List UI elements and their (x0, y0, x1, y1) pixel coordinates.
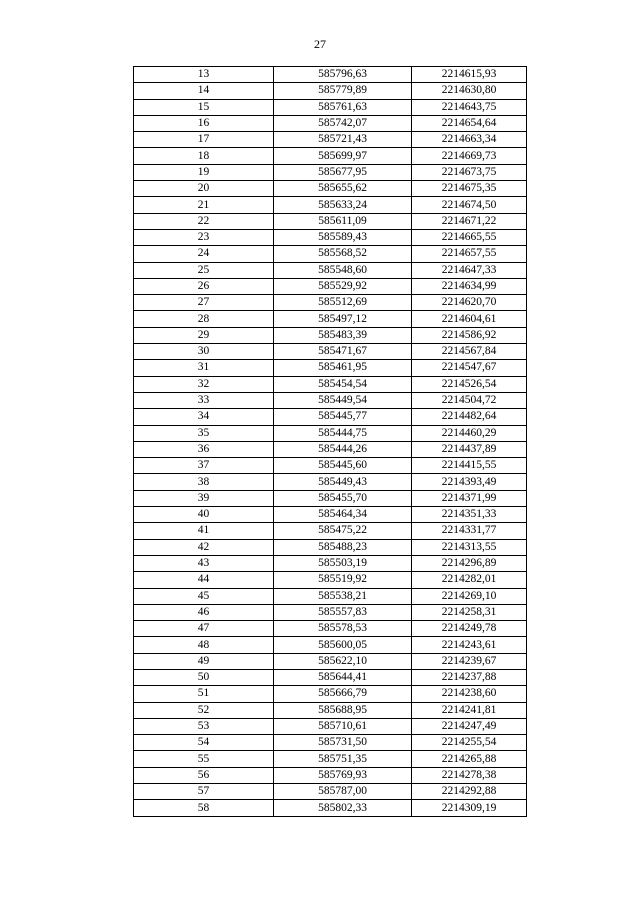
point-number-cell: 48 (134, 637, 274, 653)
x-coordinate-cell: 585721,43 (274, 132, 412, 148)
table-row (134, 197, 527, 213)
y-coordinate-cell: 2214547,67 (412, 360, 527, 376)
x-coordinate-cell: 585454,54 (274, 376, 412, 392)
y-coordinate-cell: 2214604,61 (412, 311, 527, 327)
table-row (134, 751, 527, 767)
table-row (134, 164, 527, 180)
x-coordinate-cell: 585769,93 (274, 767, 412, 783)
table-row (134, 132, 527, 148)
x-coordinate-cell: 585483,39 (274, 327, 412, 343)
table-row (134, 99, 527, 115)
point-number-cell: 26 (134, 278, 274, 294)
x-coordinate-cell: 585796,63 (274, 67, 412, 83)
y-coordinate-cell: 2214615,93 (412, 67, 527, 83)
y-coordinate-cell: 2214663,34 (412, 132, 527, 148)
point-number-cell: 18 (134, 148, 274, 164)
x-coordinate-cell: 585557,83 (274, 604, 412, 620)
point-number-cell: 24 (134, 246, 274, 262)
table-row (134, 539, 527, 555)
point-number-cell: 46 (134, 604, 274, 620)
table-row (134, 295, 527, 311)
point-number-cell: 56 (134, 767, 274, 783)
table-row (134, 278, 527, 294)
table-row (134, 507, 527, 523)
x-coordinate-cell: 585475,22 (274, 523, 412, 539)
coordinates-table (133, 66, 527, 817)
y-coordinate-cell: 2214249,78 (412, 621, 527, 637)
x-coordinate-cell: 585461,95 (274, 360, 412, 376)
table-row (134, 621, 527, 637)
y-coordinate-cell: 2214675,35 (412, 181, 527, 197)
x-coordinate-cell: 585568,52 (274, 246, 412, 262)
table-row (134, 490, 527, 506)
table-row (134, 604, 527, 620)
table-row (134, 327, 527, 343)
table-row (134, 800, 527, 816)
point-number-cell: 15 (134, 99, 274, 115)
table-row (134, 555, 527, 571)
coordinates-table-body (134, 67, 527, 817)
y-coordinate-cell: 2214586,92 (412, 327, 527, 343)
table-row (134, 441, 527, 457)
table-row (134, 572, 527, 588)
point-number-cell: 42 (134, 539, 274, 555)
x-coordinate-cell: 585497,12 (274, 311, 412, 327)
point-number-cell: 23 (134, 229, 274, 245)
x-coordinate-cell: 585666,79 (274, 686, 412, 702)
y-coordinate-cell: 2214504,72 (412, 392, 527, 408)
page-number: 27 (314, 37, 326, 51)
table-row (134, 588, 527, 604)
table-row (134, 344, 527, 360)
x-coordinate-cell: 585751,35 (274, 751, 412, 767)
table-row (134, 213, 527, 229)
x-coordinate-cell: 585677,95 (274, 164, 412, 180)
point-number-cell: 27 (134, 295, 274, 311)
x-coordinate-cell: 585444,26 (274, 441, 412, 457)
point-number-cell: 33 (134, 392, 274, 408)
y-coordinate-cell: 2214482,64 (412, 409, 527, 425)
x-coordinate-cell: 585449,54 (274, 392, 412, 408)
x-coordinate-cell: 585464,34 (274, 507, 412, 523)
point-number-cell: 54 (134, 735, 274, 751)
y-coordinate-cell: 2214331,77 (412, 523, 527, 539)
y-coordinate-cell: 2214657,55 (412, 246, 527, 262)
point-number-cell: 35 (134, 425, 274, 441)
table-row (134, 392, 527, 408)
x-coordinate-cell: 585644,41 (274, 669, 412, 685)
y-coordinate-cell: 2214313,55 (412, 539, 527, 555)
point-number-cell: 55 (134, 751, 274, 767)
table-row (134, 246, 527, 262)
table-row (134, 409, 527, 425)
point-number-cell: 29 (134, 327, 274, 343)
table-row (134, 376, 527, 392)
point-number-cell: 57 (134, 784, 274, 800)
table-row (134, 229, 527, 245)
point-number-cell: 30 (134, 344, 274, 360)
table-row (134, 425, 527, 441)
y-coordinate-cell: 2214460,29 (412, 425, 527, 441)
table-row (134, 767, 527, 783)
y-coordinate-cell: 2214296,89 (412, 555, 527, 571)
y-coordinate-cell: 2214643,75 (412, 99, 527, 115)
point-number-cell: 50 (134, 669, 274, 685)
x-coordinate-cell: 585445,60 (274, 458, 412, 474)
table-row (134, 735, 527, 751)
y-coordinate-cell: 2214237,88 (412, 669, 527, 685)
y-coordinate-cell: 2214278,38 (412, 767, 527, 783)
x-coordinate-cell: 585633,24 (274, 197, 412, 213)
point-number-cell: 20 (134, 181, 274, 197)
y-coordinate-cell: 2214567,84 (412, 344, 527, 360)
x-coordinate-cell: 585802,33 (274, 800, 412, 816)
table-row (134, 458, 527, 474)
y-coordinate-cell: 2214241,81 (412, 702, 527, 718)
point-number-cell: 36 (134, 441, 274, 457)
x-coordinate-cell: 585548,60 (274, 262, 412, 278)
y-coordinate-cell: 2214393,49 (412, 474, 527, 490)
table-row (134, 686, 527, 702)
table-row (134, 523, 527, 539)
point-number-cell: 41 (134, 523, 274, 539)
point-number-cell: 25 (134, 262, 274, 278)
table-row (134, 784, 527, 800)
y-coordinate-cell: 2214247,49 (412, 718, 527, 734)
x-coordinate-cell: 585449,43 (274, 474, 412, 490)
point-number-cell: 32 (134, 376, 274, 392)
y-coordinate-cell: 2214654,64 (412, 115, 527, 131)
point-number-cell: 53 (134, 718, 274, 734)
y-coordinate-cell: 2214671,22 (412, 213, 527, 229)
table-row (134, 67, 527, 83)
x-coordinate-cell: 585710,61 (274, 718, 412, 734)
point-number-cell: 38 (134, 474, 274, 490)
y-coordinate-cell: 2214634,99 (412, 278, 527, 294)
y-coordinate-cell: 2214255,54 (412, 735, 527, 751)
y-coordinate-cell: 2214258,31 (412, 604, 527, 620)
point-number-cell: 37 (134, 458, 274, 474)
point-number-cell: 45 (134, 588, 274, 604)
y-coordinate-cell: 2214309,19 (412, 800, 527, 816)
point-number-cell: 58 (134, 800, 274, 816)
table-row (134, 115, 527, 131)
x-coordinate-cell: 585589,43 (274, 229, 412, 245)
point-number-cell: 44 (134, 572, 274, 588)
y-coordinate-cell: 2214415,55 (412, 458, 527, 474)
table-row (134, 181, 527, 197)
y-coordinate-cell: 2214292,88 (412, 784, 527, 800)
table-row (134, 653, 527, 669)
x-coordinate-cell: 585538,21 (274, 588, 412, 604)
x-coordinate-cell: 585699,97 (274, 148, 412, 164)
y-coordinate-cell: 2214674,50 (412, 197, 527, 213)
x-coordinate-cell: 585529,92 (274, 278, 412, 294)
y-coordinate-cell: 2214243,61 (412, 637, 527, 653)
y-coordinate-cell: 2214371,99 (412, 490, 527, 506)
y-coordinate-cell: 2214665,55 (412, 229, 527, 245)
x-coordinate-cell: 585655,62 (274, 181, 412, 197)
x-coordinate-cell: 585503,19 (274, 555, 412, 571)
y-coordinate-cell: 2214265,88 (412, 751, 527, 767)
point-number-cell: 19 (134, 164, 274, 180)
table-row (134, 637, 527, 653)
x-coordinate-cell: 585578,53 (274, 621, 412, 637)
x-coordinate-cell: 585731,50 (274, 735, 412, 751)
point-number-cell: 39 (134, 490, 274, 506)
table-row (134, 262, 527, 278)
x-coordinate-cell: 585512,69 (274, 295, 412, 311)
x-coordinate-cell: 585742,07 (274, 115, 412, 131)
x-coordinate-cell: 585471,67 (274, 344, 412, 360)
point-number-cell: 47 (134, 621, 274, 637)
point-number-cell: 13 (134, 67, 274, 83)
point-number-cell: 51 (134, 686, 274, 702)
x-coordinate-cell: 585622,10 (274, 653, 412, 669)
point-number-cell: 28 (134, 311, 274, 327)
x-coordinate-cell: 585455,70 (274, 490, 412, 506)
x-coordinate-cell: 585688,95 (274, 702, 412, 718)
point-number-cell: 21 (134, 197, 274, 213)
point-number-cell: 22 (134, 213, 274, 229)
y-coordinate-cell: 2214647,33 (412, 262, 527, 278)
point-number-cell: 14 (134, 83, 274, 99)
point-number-cell: 52 (134, 702, 274, 718)
point-number-cell: 34 (134, 409, 274, 425)
y-coordinate-cell: 2214630,80 (412, 83, 527, 99)
x-coordinate-cell: 585600,05 (274, 637, 412, 653)
y-coordinate-cell: 2214282,01 (412, 572, 527, 588)
y-coordinate-cell: 2214238,60 (412, 686, 527, 702)
point-number-cell: 49 (134, 653, 274, 669)
x-coordinate-cell: 585761,63 (274, 99, 412, 115)
point-number-cell: 16 (134, 115, 274, 131)
table-row (134, 718, 527, 734)
y-coordinate-cell: 2214239,67 (412, 653, 527, 669)
point-number-cell: 17 (134, 132, 274, 148)
table-row (134, 311, 527, 327)
y-coordinate-cell: 2214351,33 (412, 507, 527, 523)
x-coordinate-cell: 585611,09 (274, 213, 412, 229)
y-coordinate-cell: 2214269,10 (412, 588, 527, 604)
point-number-cell: 40 (134, 507, 274, 523)
table-row (134, 702, 527, 718)
x-coordinate-cell: 585488,23 (274, 539, 412, 555)
table-row (134, 669, 527, 685)
x-coordinate-cell: 585444,75 (274, 425, 412, 441)
x-coordinate-cell: 585787,00 (274, 784, 412, 800)
table-row (134, 474, 527, 490)
y-coordinate-cell: 2214526,54 (412, 376, 527, 392)
table-row (134, 148, 527, 164)
y-coordinate-cell: 2214620,70 (412, 295, 527, 311)
table-row (134, 83, 527, 99)
y-coordinate-cell: 2214437,89 (412, 441, 527, 457)
x-coordinate-cell: 585445,77 (274, 409, 412, 425)
x-coordinate-cell: 585519,92 (274, 572, 412, 588)
point-number-cell: 31 (134, 360, 274, 376)
x-coordinate-cell: 585779,89 (274, 83, 412, 99)
y-coordinate-cell: 2214669,73 (412, 148, 527, 164)
table-row (134, 360, 527, 376)
point-number-cell: 43 (134, 555, 274, 571)
y-coordinate-cell: 2214673,75 (412, 164, 527, 180)
